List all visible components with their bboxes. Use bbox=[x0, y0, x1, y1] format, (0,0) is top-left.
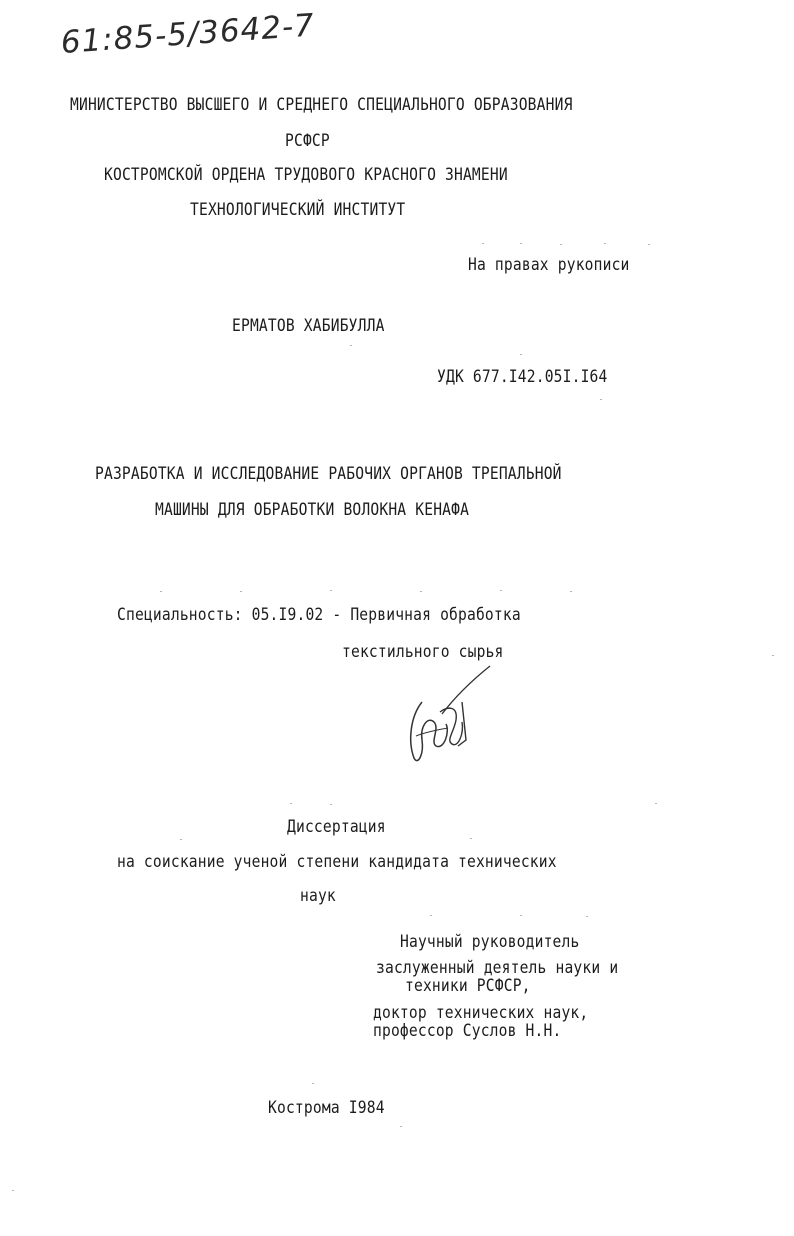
author-name bbox=[232, 318, 409, 335]
thesis-title-text-2: МАШИНЫ ДЛЯ ОБРАБОТКИ ВОЛОКНА КЕНАФА bbox=[155, 500, 470, 520]
specialty-line-1 bbox=[117, 607, 587, 624]
scan-speck bbox=[482, 243, 484, 244]
manuscript-note bbox=[468, 257, 656, 274]
scan-speck bbox=[330, 804, 332, 805]
archive-number: 61:85-5/3642-7 bbox=[59, 7, 317, 61]
scan-speck bbox=[520, 915, 522, 916]
dissertation-purpose-text-1: на соискание ученой степени кандидата технических bbox=[117, 852, 557, 872]
supervisor-text-5: профессор Суслов Н.Н. bbox=[373, 1021, 562, 1041]
scan-speck bbox=[560, 244, 562, 245]
scan-speck bbox=[430, 915, 432, 916]
supervisor-line-1 bbox=[400, 934, 609, 951]
ministry-text: МИНИСТЕРСТВО ВЫСШЕГО И СРЕДНЕГО СПЕЦИАЛЬНОГО ОБРАЗОВАНИЯ bbox=[70, 95, 573, 115]
place-year-text: Кострома I984 bbox=[268, 1098, 385, 1118]
dissertation-label bbox=[287, 819, 402, 836]
scan-speck bbox=[655, 803, 657, 804]
supervisor-text-2: заслуженный деятель науки и bbox=[376, 958, 619, 978]
supervisor-text-1: Научный руководитель bbox=[400, 932, 580, 952]
specialty-text-2: текстильного сырья bbox=[342, 642, 504, 662]
institute-text-1: КОСТРОМСКОЙ ОРДЕНА ТРУДОВОГО КРАСНОГО ЗНАМЕНИ bbox=[104, 165, 508, 185]
scan-speck bbox=[570, 591, 572, 592]
institute-line-2 bbox=[190, 202, 440, 219]
scan-speck bbox=[520, 354, 522, 355]
scan-speck bbox=[12, 1190, 14, 1191]
manuscript-note-text: На правах рукописи bbox=[468, 255, 630, 275]
place-year bbox=[268, 1100, 404, 1117]
udc-code bbox=[437, 369, 635, 386]
dissertation-purpose-line-1 bbox=[117, 854, 628, 871]
scan-speck bbox=[648, 244, 650, 245]
supervisor-text-4: доктор технических наук, bbox=[373, 1003, 589, 1023]
scan-speck bbox=[600, 399, 602, 400]
scan-speck bbox=[330, 590, 332, 591]
supervisor-line-4 bbox=[373, 1005, 623, 1022]
scan-speck bbox=[400, 1126, 402, 1127]
scan-speck bbox=[180, 839, 182, 840]
signature-icon bbox=[400, 662, 500, 772]
scan-speck bbox=[420, 591, 422, 592]
institute-text-2: ТЕХНОЛОГИЧЕСКИЙ ИНСТИТУТ bbox=[190, 200, 406, 220]
supervisor-line-3 bbox=[405, 978, 551, 995]
scan-speck bbox=[160, 591, 162, 592]
thesis-title-line-2 bbox=[155, 502, 520, 519]
specialty-line-2 bbox=[342, 644, 530, 661]
scan-speck bbox=[586, 916, 588, 917]
republic-text: РСФСР bbox=[285, 131, 330, 151]
udc-code-text: УДК 677.I42.05I.I64 bbox=[437, 367, 608, 387]
scan-speck bbox=[470, 838, 472, 839]
supervisor-line-2 bbox=[376, 960, 658, 977]
dissertation-label-text: Диссертация bbox=[287, 817, 386, 837]
dissertation-purpose-line-2 bbox=[300, 888, 342, 905]
republic-line bbox=[285, 133, 337, 150]
scan-speck bbox=[604, 243, 606, 244]
supervisor-line-5 bbox=[373, 1023, 592, 1040]
author-name-text: ЕРМАТОВ ХАБИБУЛЛА bbox=[232, 316, 385, 336]
scan-speck bbox=[772, 655, 774, 656]
thesis-title-text-1: РАЗРАБОТКА И ИССЛЕДОВАНИЕ РАБОЧИХ ОРГАНОВ ТРЕПАЛЬНОЙ bbox=[95, 464, 562, 484]
scan-speck bbox=[350, 345, 352, 346]
thesis-title-line-1 bbox=[95, 466, 638, 483]
scan-speck bbox=[312, 1083, 314, 1084]
specialty-text-1: Специальность: 05.I9.02 - Первичная обработка bbox=[117, 605, 521, 625]
scan-speck bbox=[240, 591, 242, 592]
scan-speck bbox=[500, 590, 502, 591]
scan-speck bbox=[290, 803, 292, 804]
scan-speck bbox=[520, 243, 522, 244]
ministry-line bbox=[70, 97, 654, 114]
institute-line-1 bbox=[104, 167, 574, 184]
dissertation-purpose-text-2: наук bbox=[300, 886, 336, 906]
supervisor-text-3: техники РСФСР, bbox=[405, 976, 531, 996]
